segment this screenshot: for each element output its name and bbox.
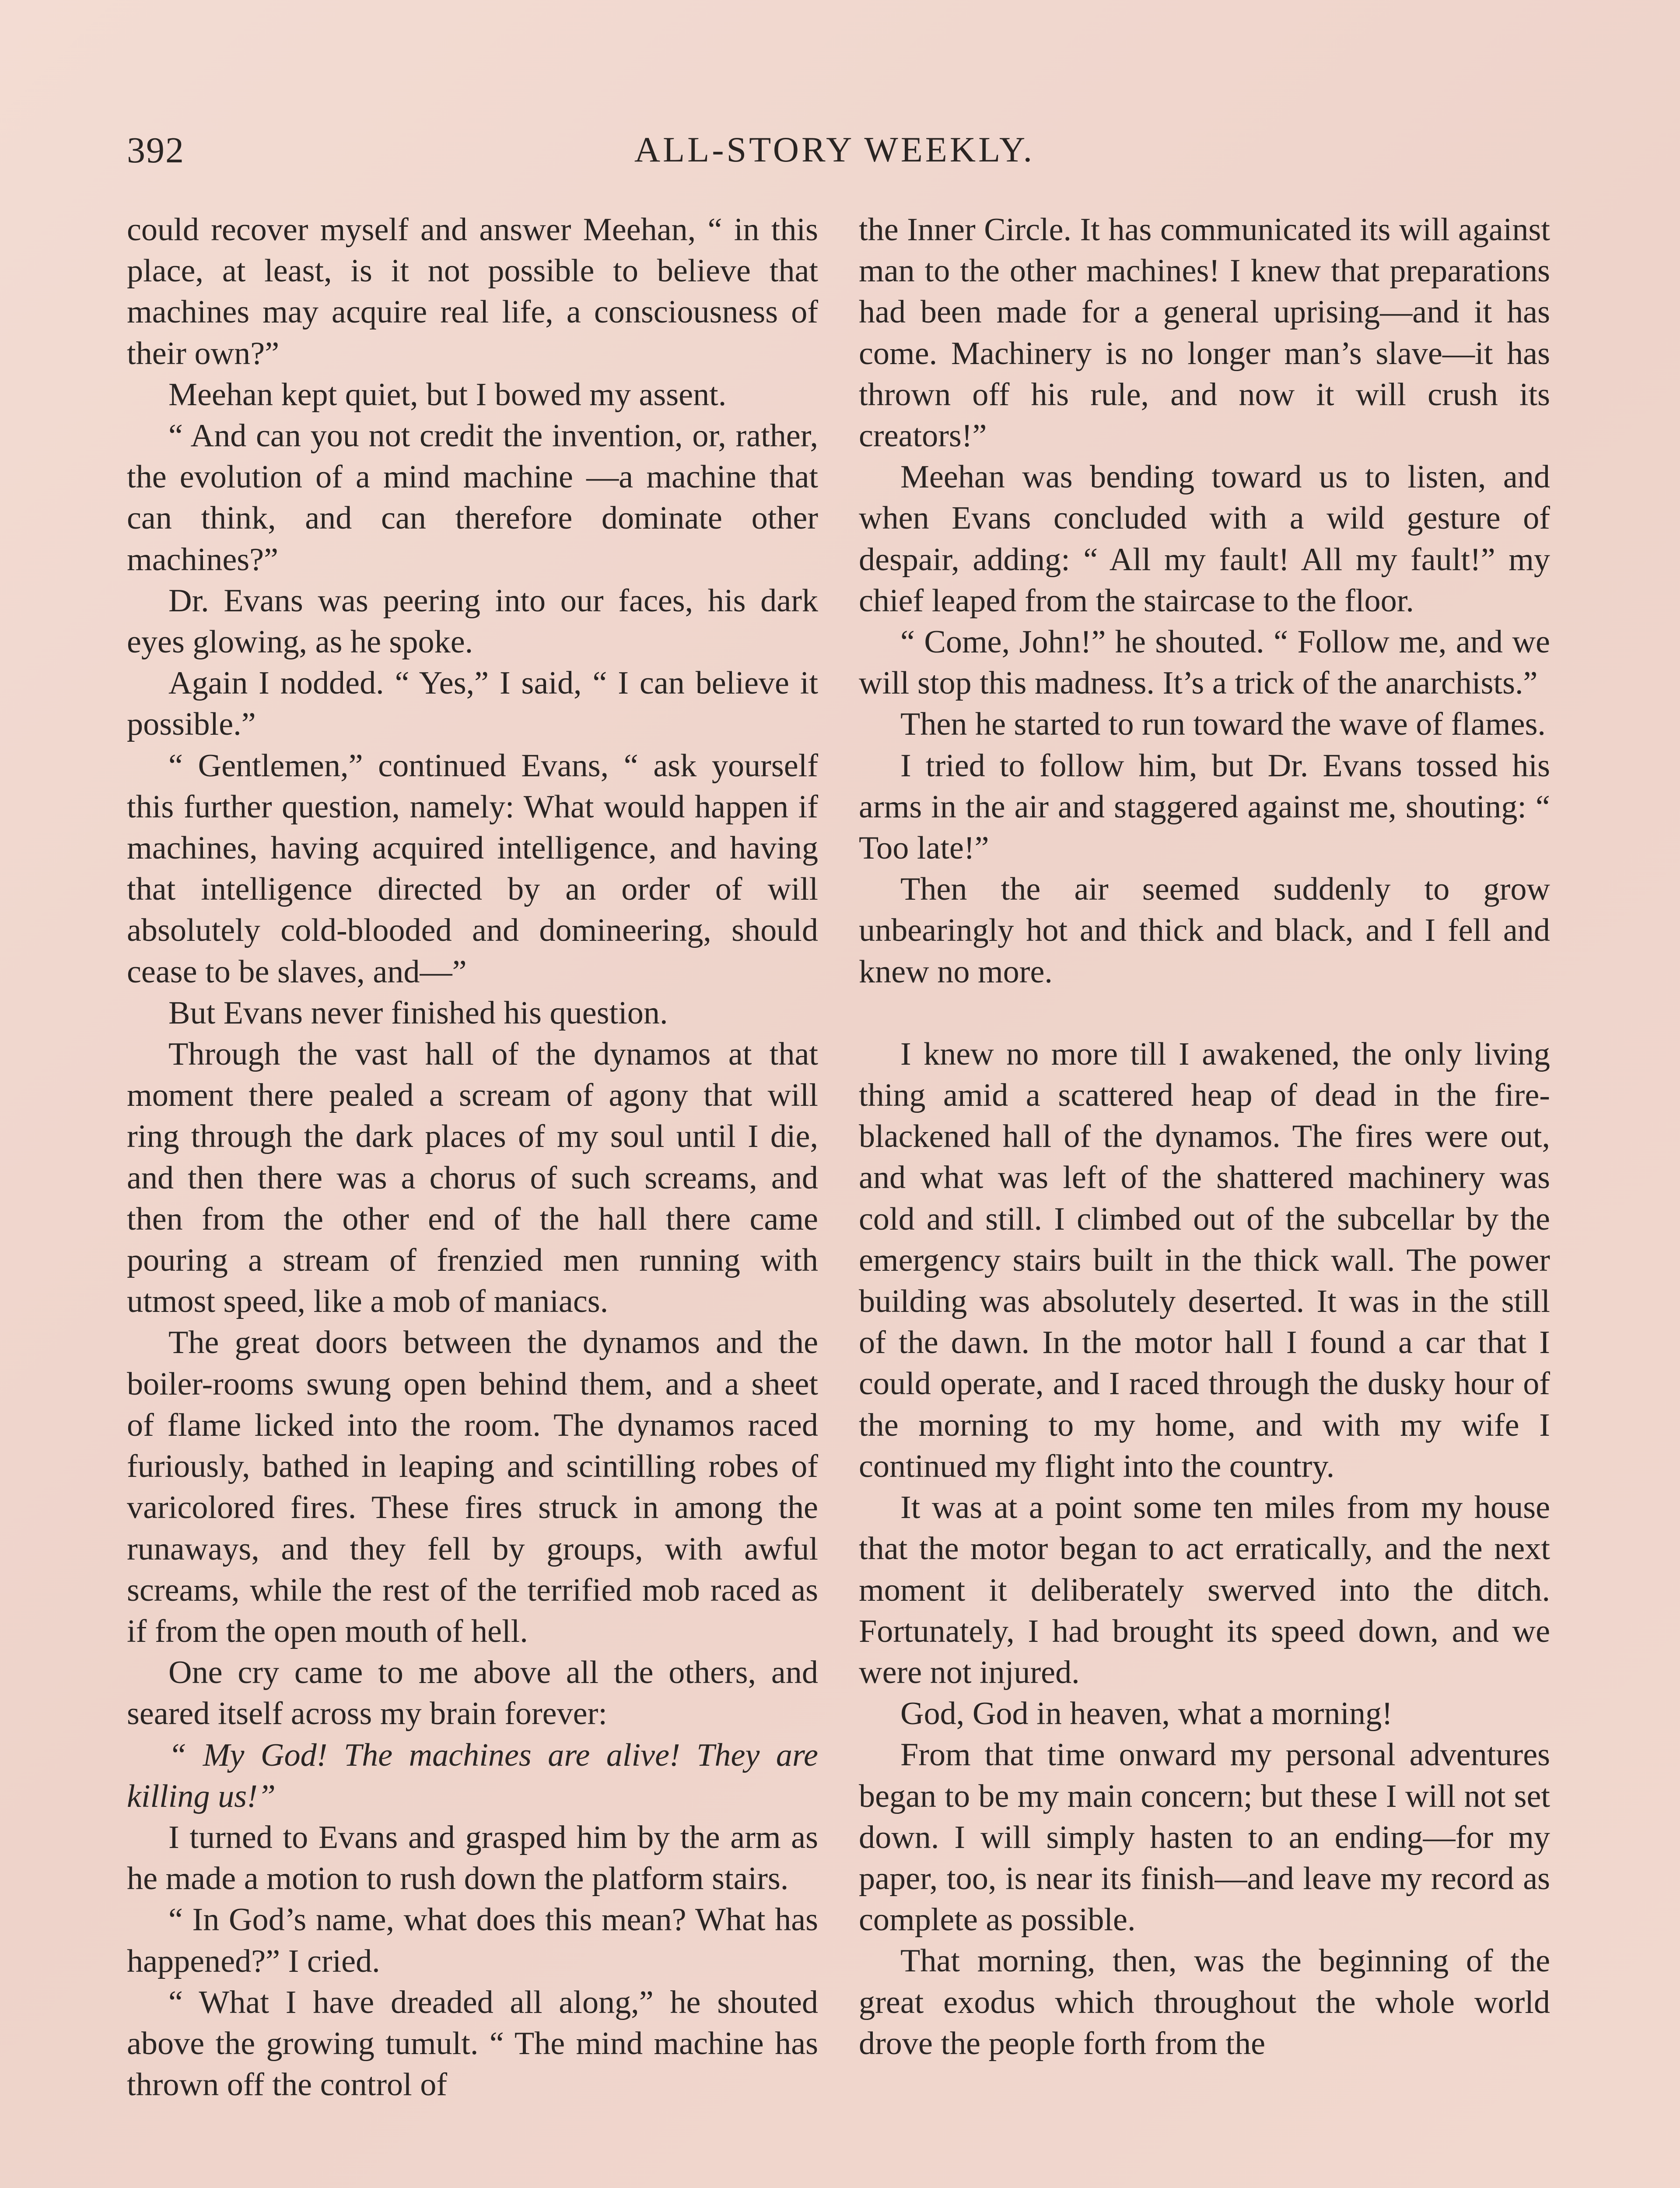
paragraph: That morning, then, was the beginning of the great exodus which throughout the whole world drove the people forth from the xyxy=(859,1943,1550,2062)
paragraph: I turned to Evans and grasped him by the arm as he made a motion to rush down the platform stairs. xyxy=(127,1819,818,1897)
paragraph: Dr. Evans was peering into our faces, his dark eyes glowing, as he spoke. xyxy=(127,582,818,660)
paragraph: But Evans never finished his question. xyxy=(168,995,668,1031)
paragraph: The great doors between the dynamos and the boiler-rooms swung open behind them, and a sheet of flame licked into the room. The dynamos raced furiously, bathed in leaping and scintilling robes of varicolored fires. These fires struck in among the runaways, and they fell by groups, with awful screams, while the rest of the terrified mob raced as if from the open mouth of hell. xyxy=(127,1325,818,1649)
right-column xyxy=(859,209,1550,2064)
paragraph: From that time onward my personal adventures began to be my main concern; but these I will not set down. I will simply hasten to an ending—for my paper, too, is near its finish—and leave my record as complete as possible. xyxy=(859,1737,1550,1938)
paragraph: Then the air seemed suddenly to grow unbearingly hot and thick and black, and I fell and knew no more. xyxy=(859,871,1550,990)
journal-title: ALL-STORY WEEKLY. xyxy=(634,130,1035,169)
page-number: 392 xyxy=(127,130,185,171)
paragraph: Through the vast hall of the dynamos at that moment there pealed a scream of agony that will ring through the dark places of my soul until I die, and then there was a chorus of such screams, and then from the other end of the hall there came pouring a stream of frenzied men running with utmost speed, like a mob of maniacs. xyxy=(127,1036,818,1320)
paragraph: Then he started to run toward the wave of flames. xyxy=(900,706,1546,743)
paragraph: One cry came to me above all the others, and seared itself across my brain forever: xyxy=(127,1655,818,1732)
paragraph: I tried to follow him, but Dr. Evans tossed his arms in the air and staggered against me, shouting: “ Too late!” xyxy=(859,747,1550,866)
paragraph: God, God in heaven, what a morning! xyxy=(900,1696,1393,1732)
paragraph: “ In God’s name, what does this mean? What has happened?” I cried. xyxy=(127,1902,818,1979)
paragraph: “ What I have dreaded all along,” he shouted above the growing tumult. “ The mind machine has thrown off the control of xyxy=(127,1984,818,2103)
paragraph: “ Come, John!” he shouted. “ Follow me, and we will stop this madness. It’s a trick of the anarchists.” xyxy=(859,624,1550,701)
paragraph: Meehan was bending toward us to listen, and when Evans concluded with a wild gesture of despair, adding: “ All my fault! All my fault!” my chief leaped from the staircase to the floor. xyxy=(859,459,1550,619)
left-column xyxy=(127,209,818,2105)
paragraph: I knew no more till I awakened, the only living thing amid a scattered heap of dead in the fire-blackened hall of the dynamos. The fires were out, and what was left of the shattered machinery was cold and still. I climbed out of the subcellar by the emergency stairs built in the thick wall. The power building was absolutely deserted. It was in the still of the dawn. In the motor hall I found a car that I could operate, and I raced through the dusky hour of the morning to my home, and with my wife I continued my flight into the country. xyxy=(859,1036,1550,1484)
paragraph: the Inner Circle. It has communicated its will against man to the other machines! I knew that preparations had been made for a general uprising—and it has come. Machinery is no longer man’s slave—it has thrown off his rule, and now it will crush its creators!” xyxy=(859,212,1550,454)
paragraph: “ Gentlemen,” continued Evans, “ ask yourself this further question, namely: What would happen if machines, having acquired intelligence, and having that intelligence directed by an order of will absolutely cold-blooded and domineering, should cease to be slaves, and—” xyxy=(127,747,818,990)
italic-quote: “ My God! The machines are alive! They are killing us!” xyxy=(127,1737,818,1814)
paragraph: Meehan kept quiet, but I bowed my assent. xyxy=(168,376,727,413)
paragraph: could recover myself and answer Meehan, “ in this place, at least, is it not possible to believe that machines may acquire real life, a consciousness of their own?” xyxy=(127,212,818,372)
running-head xyxy=(127,129,1542,182)
paragraph: Again I nodded. “ Yes,” I said, “ I can believe it possible.” xyxy=(127,665,818,743)
paragraph: It was at a point some ten miles from my house that the motor began to act erratically, and the next moment it deliberately swerved into the ditch. Fortunately, I had brought its speed down, and we were not injured. xyxy=(859,1490,1550,1690)
paragraph: “ And can you not credit the invention, or, rather, the evolution of a mind machine —a machine that can think, and can therefore dominate other machines?” xyxy=(127,418,818,578)
